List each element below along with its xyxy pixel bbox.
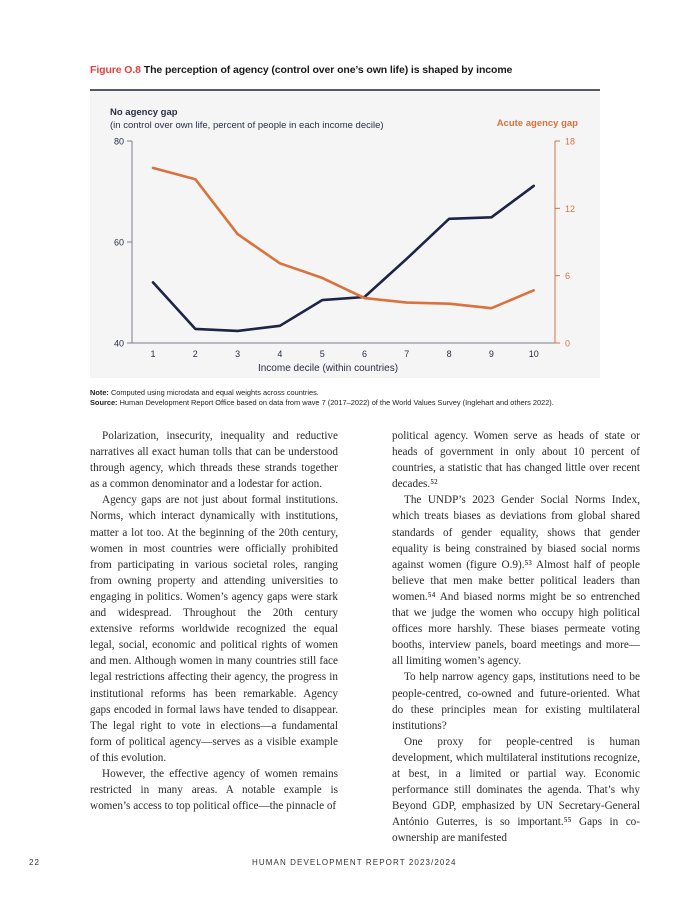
- x-axis-tick-label: 4: [277, 349, 283, 359]
- x-axis-label: Income decile (within countries): [257, 363, 399, 374]
- paragraph: One proxy for people-centred is human development, which multilateral institutions recognize, at best, in a limited or partial way. Economic performance still dominates the agenda. That’s why Beyond GDP, emphasized by UN Secretary-General António Guterres, is so important.⁵⁵ Gaps in co-ownership are manifested: [392, 735, 640, 845]
- x-axis-tick-label: 1: [150, 349, 156, 359]
- series-line-acute-agency-gap: [153, 168, 534, 308]
- paragraph: However, the effective agency of women remains restricted in many areas. A notable example is women’s access to top political office—the pinnacle of: [90, 767, 338, 813]
- right-axis-tick-label: 0: [565, 338, 571, 349]
- page-number: 22: [29, 858, 40, 867]
- x-axis-tick-label: 9: [488, 349, 494, 359]
- chart-series: [153, 168, 534, 331]
- paragraph: Agency gaps are not just about formal institutions. Norms, which interact dynamically with institutions, matter a lot too. At the beginning of the 20th century, women in most countries were officially prohibited from participating in various societal roles, ranging from owning property and attending universities to engaging in politics. Women’s agency gaps were stark and widespread. Throughout the 20th century extensive reforms worldwide recognized the equal legal, social, economic and political rights of women and men. Although women in many countries still face legal restrictions affecting their agency, the progress in institutional reforms has been remarkable. Agency gaps encoded in formal laws have tended to disappear. The legal right to vote in elections—a fundamental form of political agency—serves as a visible example of this evolution.: [90, 494, 338, 764]
- series-line-no-agency-gap: [153, 186, 534, 331]
- x-axis-tick-label: 8: [446, 349, 452, 359]
- body-column-right: [392, 428, 640, 846]
- body-column-left: [90, 428, 338, 814]
- chart-axes: [114, 137, 575, 360]
- x-axis-tick-label: 3: [235, 349, 241, 359]
- figure-title-text: The perception of agency (control over one’s own life) is shaped by income: [143, 64, 513, 76]
- right-axis-tick-label: 18: [565, 136, 576, 147]
- right-axis-tick-label: 12: [565, 203, 576, 214]
- source-text: Human Development Report Office based on data from wave 7 (2017–2022) of the World Values Survey (Inglehart and others 2022).: [117, 398, 554, 407]
- left-axis-tick-label: 40: [113, 338, 124, 349]
- left-axis-title-text: No agency gap: [110, 107, 178, 118]
- x-axis-tick-label: 2: [192, 349, 198, 359]
- left-axis-tick-label: 80: [113, 136, 124, 147]
- paragraph: political agency. Women serve as heads of state or heads of government in only about 10 percent of countries, a statistic that has changed little over recent decades.⁵²: [392, 430, 640, 491]
- right-axis-title: Acute agency gap: [496, 118, 578, 129]
- x-axis-tick-label: 7: [404, 349, 410, 359]
- x-axis-tick-label: 10: [528, 349, 539, 359]
- left-axis-subtitle: (in control over own life, percent of people in each income decile): [110, 120, 384, 131]
- source-line: [90, 398, 554, 408]
- figure-number: Figure O.8: [90, 64, 141, 76]
- note-label: Note:: [90, 388, 109, 397]
- right-axis-tick-label: 6: [565, 271, 571, 282]
- running-footer: HUMAN DEVELOPMENT REPORT 2023/2024: [252, 858, 457, 867]
- paragraph: The UNDP’s 2023 Gender Social Norms Index, which treats biases as deviations from global shared standards of gender equality, shows that gender equality is being constrained by biased social norms against women (figure O.9).⁵³ Almost half of people believe that men make better political leaders than women.⁵⁴ And biased norms might be so entrenched that we judge the women who occupy high political offices more harshly. These biases permeate voting booths, interview panels, board meetings and more—all limiting women’s agency.: [392, 494, 640, 668]
- paragraph: To help narrow agency gaps, institutions need to be people-centred, co-owned and future-oriented. What do these principles mean for existing multilateral institutions?: [392, 671, 640, 732]
- source-label: Source:: [90, 398, 118, 407]
- figure-notes: [90, 388, 554, 408]
- paragraph: Polarization, insecurity, inequality and reductive narratives all exact human tolls that can be understood through agency, which threads these strands together as a common denominator and a lodestar for action.: [90, 430, 338, 491]
- note-text: Computed using microdata and equal weights across countries.: [108, 388, 319, 397]
- x-axis-tick-label: 6: [361, 349, 368, 359]
- left-axis-tick-label: 60: [113, 237, 124, 248]
- x-axis-tick-label: 5: [319, 349, 325, 359]
- note-line: [90, 388, 554, 398]
